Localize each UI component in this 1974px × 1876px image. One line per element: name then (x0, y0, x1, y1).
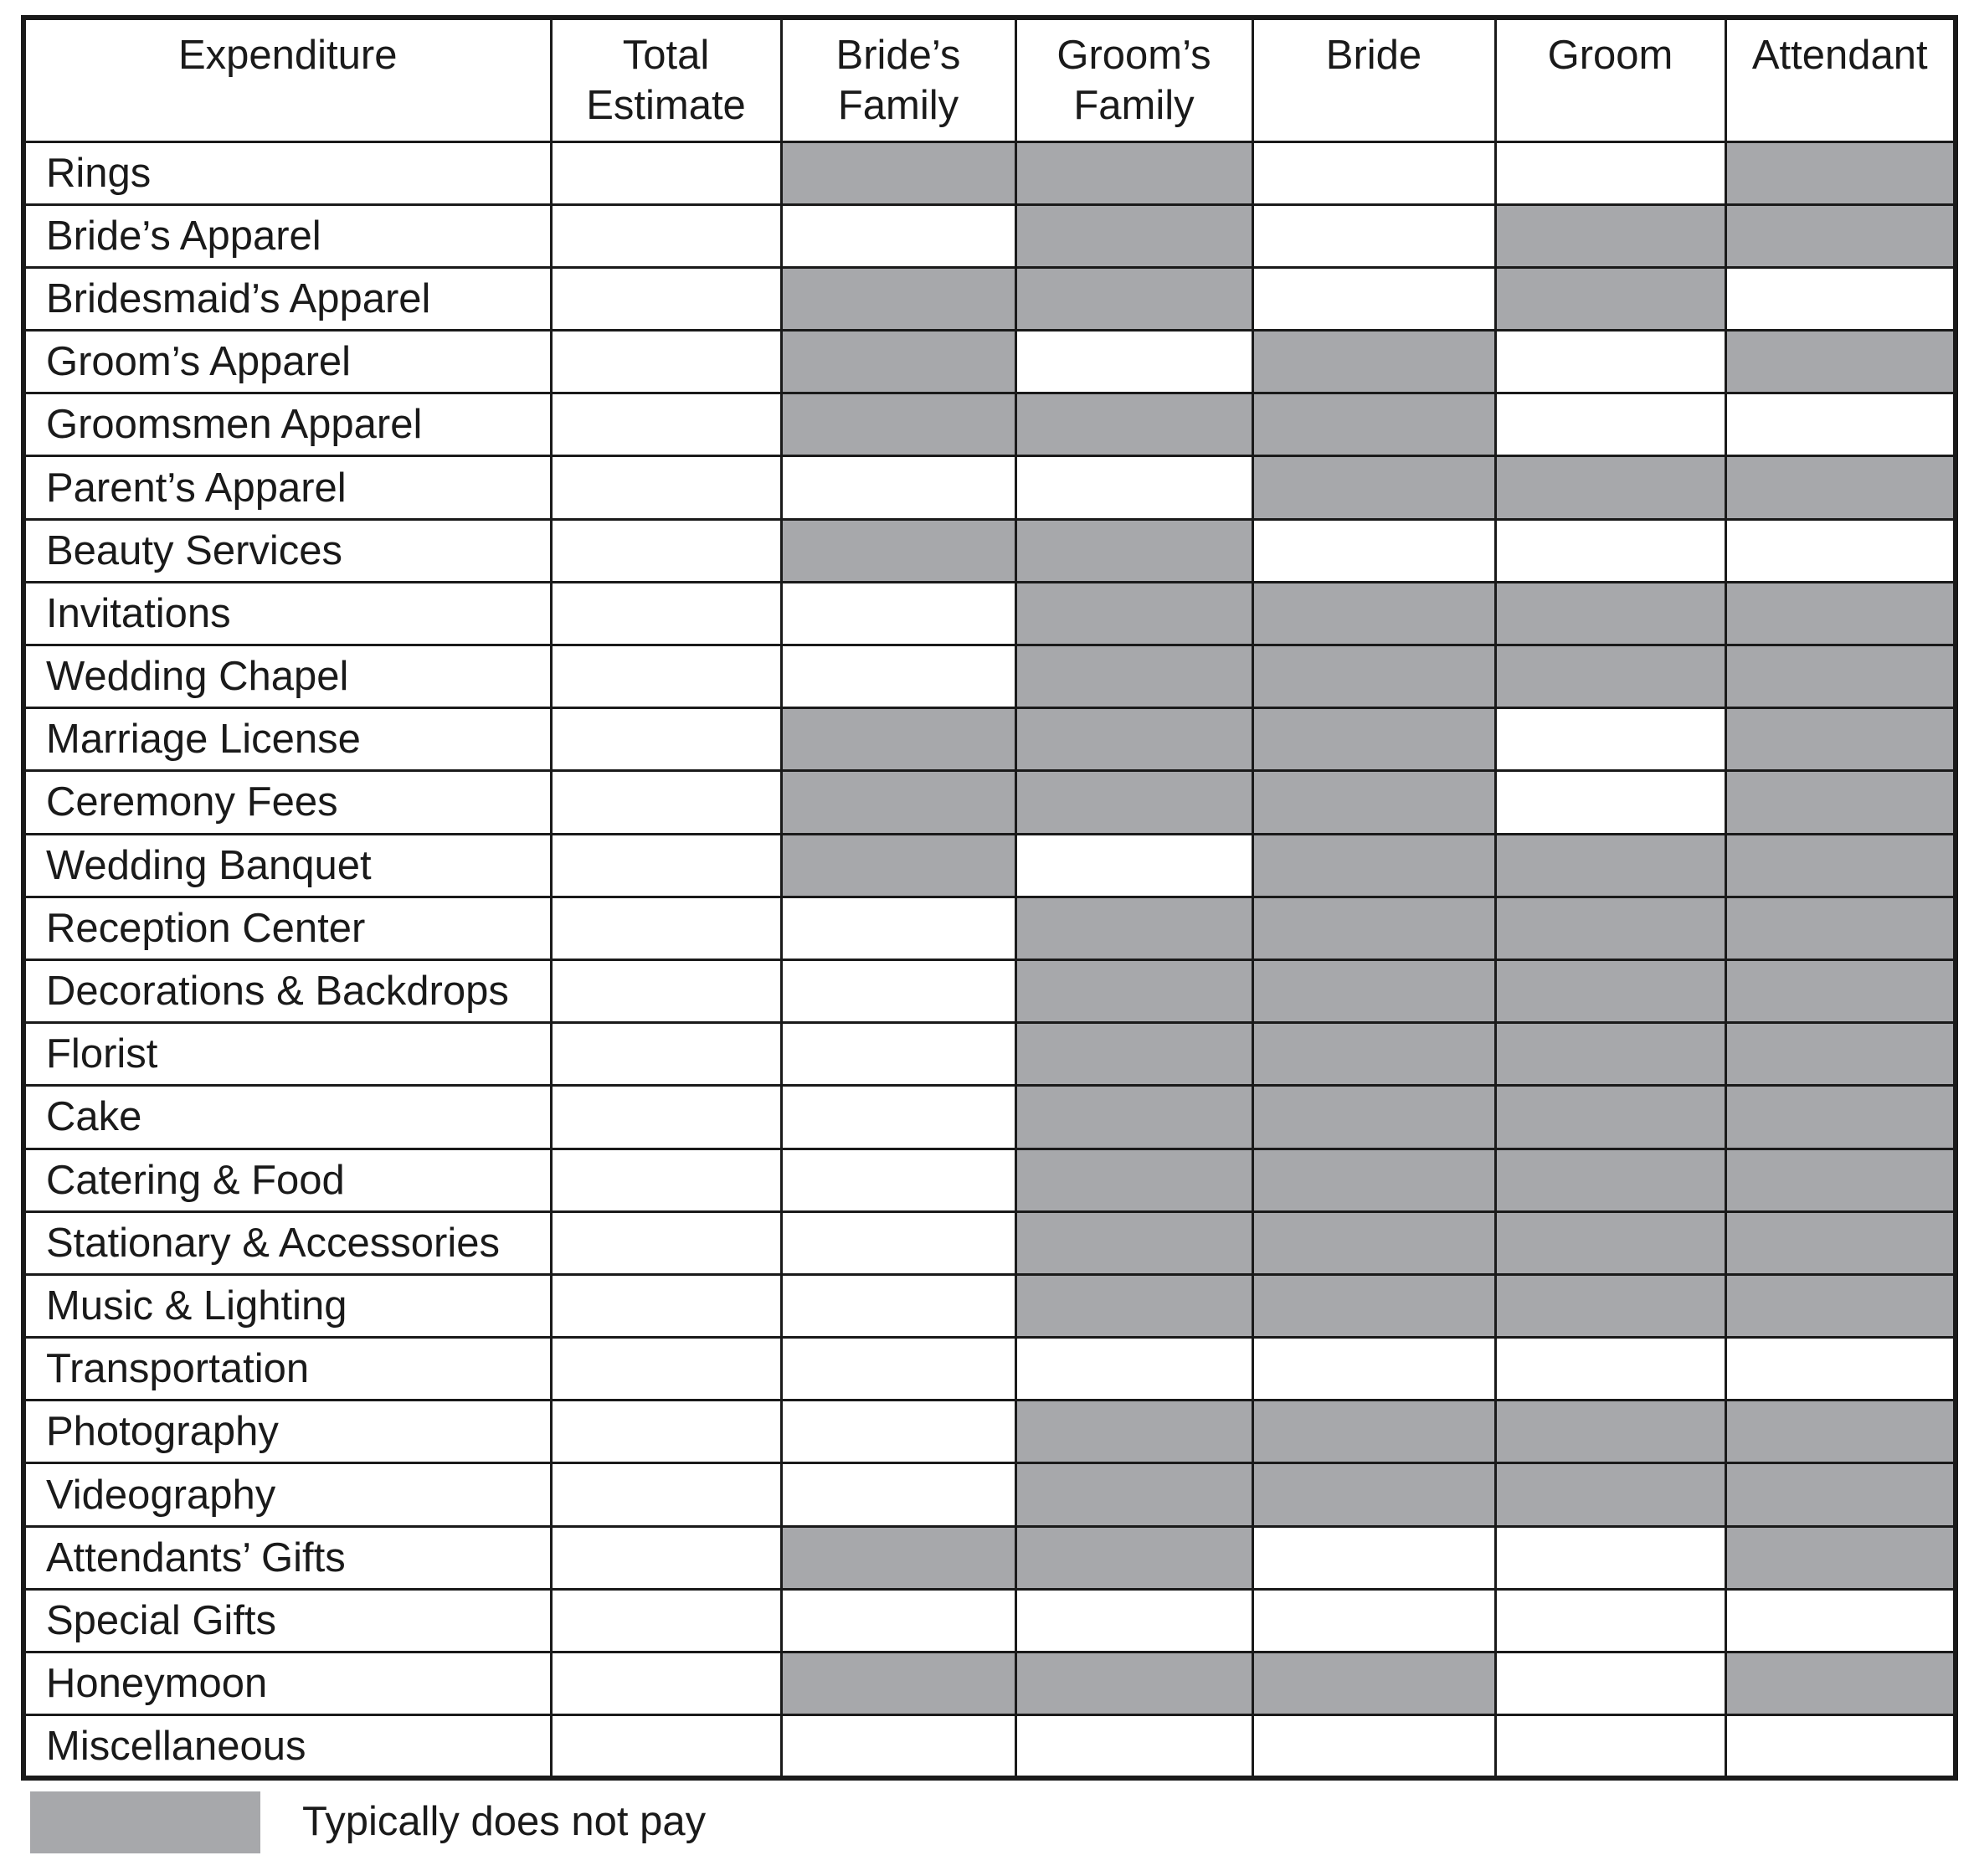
expenditure-label: Videography (23, 1463, 551, 1526)
expenditure-label: Photography (23, 1401, 551, 1463)
table-row (23, 1589, 1956, 1652)
entry-cell-brides-family[interactable] (781, 1338, 1015, 1401)
shaded-cell-bride (1252, 645, 1495, 708)
shaded-cell-groom (1495, 1274, 1725, 1337)
expenditure-label: Bridesmaid’s Apparel (23, 267, 551, 330)
entry-cell-brides-family[interactable] (781, 897, 1015, 959)
entry-cell-total-estimate[interactable] (551, 1652, 781, 1715)
shaded-cell-attendant (1725, 1086, 1956, 1149)
entry-cell-brides-family[interactable] (781, 1149, 1015, 1211)
expenditure-label: Stationary & Accessories (23, 1211, 551, 1274)
expenditure-label: Reception Center (23, 897, 551, 959)
shaded-cell-grooms-family (1015, 1652, 1252, 1715)
entry-cell-groom[interactable] (1495, 1526, 1725, 1589)
table-header (23, 18, 1956, 141)
entry-cell-total-estimate[interactable] (551, 331, 781, 393)
entry-cell-bride[interactable] (1252, 267, 1495, 330)
shaded-cell-brides-family (781, 393, 1015, 456)
table-row (23, 959, 1956, 1022)
shaded-cell-attendant (1725, 204, 1956, 267)
entry-cell-total-estimate[interactable] (551, 1463, 781, 1526)
expenditure-table (21, 15, 1958, 1781)
shaded-cell-bride (1252, 1023, 1495, 1086)
entry-cell-brides-family[interactable] (781, 204, 1015, 267)
entry-cell-brides-family[interactable] (781, 1086, 1015, 1149)
shaded-cell-attendant (1725, 331, 1956, 393)
entry-cell-brides-family[interactable] (781, 1589, 1015, 1652)
entry-cell-brides-family[interactable] (781, 456, 1015, 519)
entry-cell-total-estimate[interactable] (551, 708, 781, 771)
entry-cell-grooms-family[interactable] (1015, 456, 1252, 519)
legend-label: Typically does not pay (302, 1799, 707, 1844)
entry-cell-total-estimate[interactable] (551, 1401, 781, 1463)
shaded-cell-attendant (1725, 1149, 1956, 1211)
shaded-cell-attendant (1725, 1401, 1956, 1463)
shaded-cell-attendant (1725, 456, 1956, 519)
shaded-cell-brides-family (781, 267, 1015, 330)
shaded-cell-bride (1252, 1463, 1495, 1526)
expenditure-label: Bride’s Apparel (23, 204, 551, 267)
table-body (23, 141, 1956, 1778)
legend-swatch (30, 1791, 260, 1853)
shaded-cell-groom (1495, 897, 1725, 959)
shaded-cell-bride (1252, 959, 1495, 1022)
column-header-brides-family (781, 18, 1015, 141)
entry-cell-bride[interactable] (1252, 519, 1495, 582)
entry-cell-brides-family[interactable] (781, 645, 1015, 708)
table-row (23, 582, 1956, 645)
expenditure-label: Wedding Chapel (23, 645, 551, 708)
shaded-cell-groom (1495, 1023, 1725, 1086)
entry-cell-total-estimate[interactable] (551, 1086, 781, 1149)
entry-cell-bride[interactable] (1252, 141, 1495, 204)
shaded-cell-bride (1252, 708, 1495, 771)
shaded-cell-brides-family (781, 331, 1015, 393)
shaded-cell-groom (1495, 834, 1725, 897)
shaded-cell-bride (1252, 771, 1495, 834)
shaded-cell-brides-family (781, 519, 1015, 582)
entry-cell-attendant[interactable] (1725, 393, 1956, 456)
entry-cell-attendant[interactable] (1725, 519, 1956, 582)
entry-cell-total-estimate[interactable] (551, 1589, 781, 1652)
entry-cell-attendant[interactable] (1725, 267, 1956, 330)
expenditure-label: Honeymoon (23, 1652, 551, 1715)
column-header-line: Bride (1325, 33, 1422, 78)
table-row (23, 267, 1956, 330)
shaded-cell-brides-family (781, 834, 1015, 897)
column-header-line: Groom’s (1056, 33, 1211, 78)
shaded-cell-attendant (1725, 1023, 1956, 1086)
entry-cell-groom[interactable] (1495, 1715, 1725, 1778)
shaded-cell-bride (1252, 1401, 1495, 1463)
shaded-cell-attendant (1725, 1463, 1956, 1526)
expenditure-label: Wedding Banquet (23, 834, 551, 897)
expenditure-label: Groom’s Apparel (23, 331, 551, 393)
shaded-cell-groom (1495, 1211, 1725, 1274)
entry-cell-groom[interactable] (1495, 519, 1725, 582)
column-header-line: Groom (1547, 33, 1673, 78)
shaded-cell-grooms-family (1015, 1526, 1252, 1589)
shaded-cell-grooms-family (1015, 1023, 1252, 1086)
shaded-cell-groom (1495, 645, 1725, 708)
shaded-cell-attendant (1725, 771, 1956, 834)
expenditure-label: Ceremony Fees (23, 771, 551, 834)
shaded-cell-grooms-family (1015, 708, 1252, 771)
shaded-cell-attendant (1725, 1652, 1956, 1715)
entry-cell-groom[interactable] (1495, 771, 1725, 834)
expenditure-label: Miscellaneous (23, 1715, 551, 1778)
entry-cell-total-estimate[interactable] (551, 1274, 781, 1337)
shaded-cell-attendant (1725, 1526, 1956, 1589)
shaded-cell-brides-family (781, 708, 1015, 771)
table-row (23, 1149, 1956, 1211)
shaded-cell-grooms-family (1015, 1401, 1252, 1463)
entry-cell-total-estimate[interactable] (551, 582, 781, 645)
shaded-cell-bride (1252, 1274, 1495, 1337)
table-row (23, 897, 1956, 959)
shaded-cell-grooms-family (1015, 897, 1252, 959)
shaded-cell-groom (1495, 1401, 1725, 1463)
entry-cell-bride[interactable] (1252, 1589, 1495, 1652)
expenditure-label: Invitations (23, 582, 551, 645)
entry-cell-groom[interactable] (1495, 708, 1725, 771)
table-row (23, 204, 1956, 267)
table-row (23, 708, 1956, 771)
table-row (23, 456, 1956, 519)
entry-cell-total-estimate[interactable] (551, 1715, 781, 1778)
shaded-cell-groom (1495, 267, 1725, 330)
entry-cell-total-estimate[interactable] (551, 1211, 781, 1274)
table-row (23, 1211, 1956, 1274)
expenditure-label: Music & Lighting (23, 1274, 551, 1337)
entry-cell-total-estimate[interactable] (551, 834, 781, 897)
entry-cell-attendant[interactable] (1725, 1338, 1956, 1401)
column-header-attendant (1725, 18, 1956, 141)
shaded-cell-attendant (1725, 834, 1956, 897)
expenditure-label: Cake (23, 1086, 551, 1149)
entry-cell-bride[interactable] (1252, 1715, 1495, 1778)
table-row (23, 393, 1956, 456)
entry-cell-total-estimate[interactable] (551, 959, 781, 1022)
header-row (23, 18, 1956, 141)
expenditure-label: Attendants’ Gifts (23, 1526, 551, 1589)
entry-cell-grooms-family[interactable] (1015, 331, 1252, 393)
shaded-cell-bride (1252, 582, 1495, 645)
shaded-cell-grooms-family (1015, 582, 1252, 645)
entry-cell-attendant[interactable] (1725, 1589, 1956, 1652)
column-header-expenditure (23, 18, 551, 141)
shaded-cell-brides-family (781, 1652, 1015, 1715)
column-header-line: Attendant (1751, 33, 1928, 78)
shaded-cell-grooms-family (1015, 1274, 1252, 1337)
entry-cell-brides-family[interactable] (781, 1715, 1015, 1778)
table-row (23, 141, 1956, 204)
entry-cell-groom[interactable] (1495, 331, 1725, 393)
expenditure-label: Decorations & Backdrops (23, 959, 551, 1022)
table-row (23, 519, 1956, 582)
shaded-cell-groom (1495, 582, 1725, 645)
shaded-cell-bride (1252, 331, 1495, 393)
entry-cell-groom[interactable] (1495, 1589, 1725, 1652)
shaded-cell-grooms-family (1015, 1463, 1252, 1526)
shaded-cell-bride (1252, 1652, 1495, 1715)
table-row (23, 834, 1956, 897)
shaded-cell-bride (1252, 393, 1495, 456)
shaded-cell-brides-family (781, 771, 1015, 834)
shaded-cell-bride (1252, 1086, 1495, 1149)
expenditure-label: Groomsmen Apparel (23, 393, 551, 456)
entry-cell-brides-family[interactable] (781, 1463, 1015, 1526)
entry-cell-total-estimate[interactable] (551, 141, 781, 204)
shaded-cell-attendant (1725, 141, 1956, 204)
entry-cell-bride[interactable] (1252, 1526, 1495, 1589)
entry-cell-total-estimate[interactable] (551, 393, 781, 456)
shaded-cell-groom (1495, 1463, 1725, 1526)
table-row (23, 1652, 1956, 1715)
shaded-cell-attendant (1725, 645, 1956, 708)
shaded-cell-grooms-family (1015, 771, 1252, 834)
entry-cell-total-estimate[interactable] (551, 897, 781, 959)
shaded-cell-grooms-family (1015, 141, 1252, 204)
shaded-cell-brides-family (781, 141, 1015, 204)
entry-cell-grooms-family[interactable] (1015, 1715, 1252, 1778)
shaded-cell-grooms-family (1015, 204, 1252, 267)
table-row (23, 331, 1956, 393)
shaded-cell-grooms-family (1015, 1149, 1252, 1211)
shaded-cell-attendant (1725, 959, 1956, 1022)
entry-cell-brides-family[interactable] (781, 1211, 1015, 1274)
entry-cell-brides-family[interactable] (781, 1274, 1015, 1337)
expenditure-label: Florist (23, 1023, 551, 1086)
expenditure-label: Catering & Food (23, 1149, 551, 1211)
shaded-cell-attendant (1725, 1274, 1956, 1337)
shaded-cell-groom (1495, 1149, 1725, 1211)
expenditure-label: Special Gifts (23, 1589, 551, 1652)
entry-cell-brides-family[interactable] (781, 582, 1015, 645)
entry-cell-groom[interactable] (1495, 1652, 1725, 1715)
shaded-cell-grooms-family (1015, 267, 1252, 330)
shaded-cell-brides-family (781, 1526, 1015, 1589)
column-header-line: Family (837, 83, 959, 128)
shaded-cell-grooms-family (1015, 1086, 1252, 1149)
expenditure-label: Beauty Services (23, 519, 551, 582)
entry-cell-total-estimate[interactable] (551, 645, 781, 708)
shaded-cell-bride (1252, 897, 1495, 959)
table-row (23, 1401, 1956, 1463)
shaded-cell-grooms-family (1015, 393, 1252, 456)
expenditure-label: Transportation (23, 1338, 551, 1401)
entry-cell-grooms-family[interactable] (1015, 1589, 1252, 1652)
table-row (23, 1338, 1956, 1401)
column-header-line: Estimate (586, 83, 746, 128)
column-header-line: Expenditure (177, 33, 398, 78)
shaded-cell-groom (1495, 204, 1725, 267)
table-row (23, 1023, 1956, 1086)
entry-cell-grooms-family[interactable] (1015, 834, 1252, 897)
entry-cell-total-estimate[interactable] (551, 1023, 781, 1086)
expenditure-label: Marriage License (23, 708, 551, 771)
entry-cell-total-estimate[interactable] (551, 771, 781, 834)
column-header-line: Total (622, 33, 710, 78)
shaded-cell-grooms-family (1015, 1211, 1252, 1274)
entry-cell-brides-family[interactable] (781, 1401, 1015, 1463)
entry-cell-groom[interactable] (1495, 393, 1725, 456)
shaded-cell-groom (1495, 1086, 1725, 1149)
column-header-groom (1495, 18, 1725, 141)
table-row (23, 1526, 1956, 1589)
entry-cell-total-estimate[interactable] (551, 1149, 781, 1211)
entry-cell-grooms-family[interactable] (1015, 1338, 1252, 1401)
shaded-cell-attendant (1725, 1211, 1956, 1274)
shaded-cell-attendant (1725, 897, 1956, 959)
entry-cell-attendant[interactable] (1725, 1715, 1956, 1778)
table-row (23, 1274, 1956, 1337)
shaded-cell-grooms-family (1015, 519, 1252, 582)
entry-cell-total-estimate[interactable] (551, 1526, 781, 1589)
column-header-grooms-family (1015, 18, 1252, 141)
entry-cell-total-estimate[interactable] (551, 1338, 781, 1401)
expenditure-label: Rings (23, 141, 551, 204)
entry-cell-total-estimate[interactable] (551, 267, 781, 330)
column-header-bride (1252, 18, 1495, 141)
entry-cell-groom[interactable] (1495, 141, 1725, 204)
shaded-cell-grooms-family (1015, 645, 1252, 708)
shaded-cell-groom (1495, 959, 1725, 1022)
shaded-cell-attendant (1725, 708, 1956, 771)
entry-cell-groom[interactable] (1495, 1338, 1725, 1401)
entry-cell-bride[interactable] (1252, 204, 1495, 267)
shaded-cell-bride (1252, 456, 1495, 519)
shaded-cell-bride (1252, 1149, 1495, 1211)
entry-cell-total-estimate[interactable] (551, 519, 781, 582)
entry-cell-brides-family[interactable] (781, 959, 1015, 1022)
expenditure-label: Parent’s Apparel (23, 456, 551, 519)
entry-cell-brides-family[interactable] (781, 1023, 1015, 1086)
table-row (23, 1086, 1956, 1149)
table-row (23, 771, 1956, 834)
entry-cell-total-estimate[interactable] (551, 204, 781, 267)
shaded-cell-attendant (1725, 582, 1956, 645)
column-header-line: Family (1073, 83, 1195, 128)
column-header-line: Bride’s (835, 33, 961, 78)
table-row (23, 645, 1956, 708)
shaded-cell-grooms-family (1015, 959, 1252, 1022)
shaded-cell-bride (1252, 1211, 1495, 1274)
entry-cell-total-estimate[interactable] (551, 456, 781, 519)
shaded-cell-groom (1495, 456, 1725, 519)
legend (30, 1791, 1035, 1853)
entry-cell-bride[interactable] (1252, 1338, 1495, 1401)
table-row (23, 1463, 1956, 1526)
column-header-total-estimate (551, 18, 781, 141)
table-row (23, 1715, 1956, 1778)
shaded-cell-bride (1252, 834, 1495, 897)
